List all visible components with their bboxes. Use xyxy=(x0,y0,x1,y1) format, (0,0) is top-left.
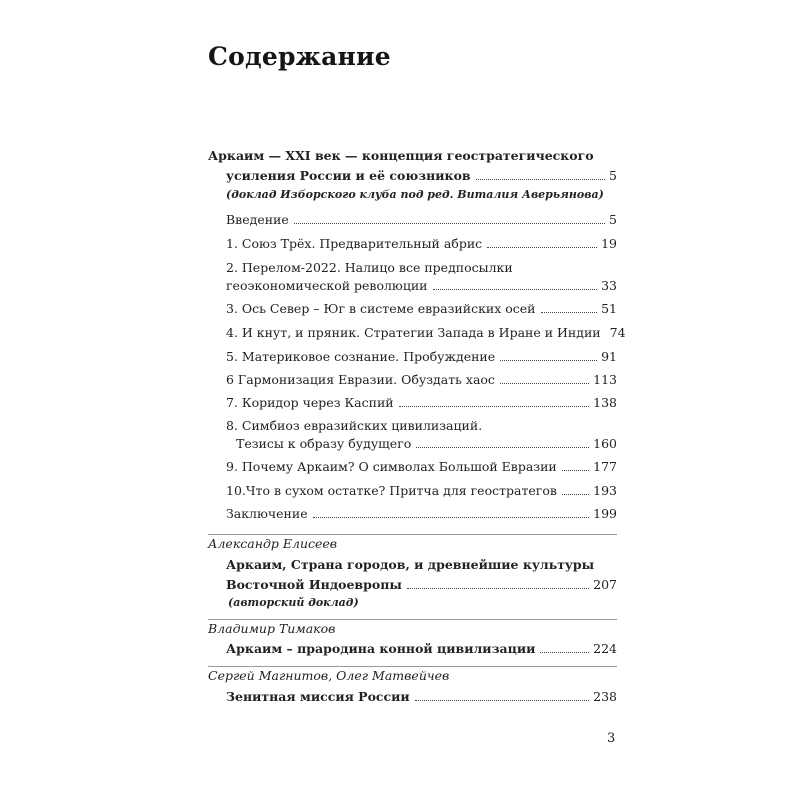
page-title: Содержание xyxy=(208,42,391,71)
toc-page-number: 113 xyxy=(593,372,617,387)
toc-entry-text: 3. Ось Север – Юг в системе евразийских осей xyxy=(226,301,536,316)
dot-leader xyxy=(476,178,605,180)
dot-leader xyxy=(407,587,589,589)
section2-note: (авторский доклад) xyxy=(228,596,359,609)
toc-entry-text: Аркаим — XXI век — концепция геостратегического xyxy=(208,148,594,163)
dot-leader xyxy=(416,446,589,448)
toc-entry xyxy=(226,368,617,388)
toc-entry xyxy=(226,479,617,499)
toc-entry xyxy=(226,208,617,228)
toc-entry-text: Аркаим, Страна городов, и древнейшие культуры xyxy=(226,557,595,572)
toc-page-number: 51 xyxy=(601,301,617,316)
toc-entry-section1-title-line1 xyxy=(208,144,617,164)
toc-page-number: 224 xyxy=(593,641,617,656)
dot-leader xyxy=(433,288,598,290)
toc-entry-text: 8. Симбиоз евразийских цивилизаций. xyxy=(226,418,483,433)
toc-entry-text: Аркаим – прародина конной цивилизации xyxy=(226,641,536,656)
toc-page-number: 177 xyxy=(593,459,617,474)
toc-page-number: 91 xyxy=(601,349,617,364)
section1-note: (доклад Изборского клуба под ред. Виталия Аверьянова) xyxy=(226,188,604,201)
toc-page-number: 5 xyxy=(609,212,617,227)
toc-entry-text: усиления России и её союзников xyxy=(226,168,471,183)
toc-page-number: 207 xyxy=(593,577,617,592)
toc-entry-section2-title-line1 xyxy=(226,553,617,573)
toc-page-number: 238 xyxy=(593,689,617,704)
toc-entry xyxy=(226,274,617,294)
toc-entry xyxy=(226,414,617,434)
toc-page-number: 33 xyxy=(601,278,617,293)
dot-leader xyxy=(500,359,597,361)
toc-entry xyxy=(226,432,617,452)
toc-entry-text: Зенитная миссия России xyxy=(226,689,410,704)
toc-entry-text: 7. Коридор через Каспий xyxy=(226,395,394,410)
toc-entry-text: 1. Союз Трёх. Предварительный абрис xyxy=(226,236,483,251)
section-divider xyxy=(208,534,617,535)
toc-entry-text: Заключение xyxy=(226,506,308,521)
author-name: Сергей Магнитов, Олег Матвейчев xyxy=(208,668,450,683)
section-divider xyxy=(208,619,617,620)
toc-page-number: 199 xyxy=(593,506,617,521)
toc-entry xyxy=(226,321,626,341)
toc-entry-section1-title-line2 xyxy=(226,164,617,184)
toc-entry-text: Тезисы к образу будущего xyxy=(236,436,412,451)
dot-leader xyxy=(415,699,589,701)
toc-entry xyxy=(226,232,617,252)
dot-leader xyxy=(540,651,589,653)
toc-entry-section4-title xyxy=(226,685,617,705)
author-name: Владимир Тимаков xyxy=(208,621,336,636)
toc-entry xyxy=(226,256,617,276)
toc-entry-section3-title xyxy=(226,637,617,657)
toc-page-number: 74 xyxy=(609,325,626,340)
toc-entry-text: 5. Материковое сознание. Пробуждение xyxy=(226,349,496,364)
toc-page-number: 160 xyxy=(593,436,617,451)
page-number: 3 xyxy=(607,731,616,746)
toc-entry xyxy=(226,297,617,317)
dot-leader xyxy=(313,516,590,518)
section-divider xyxy=(208,666,617,667)
toc-entry xyxy=(226,345,617,365)
toc-entry xyxy=(226,502,617,522)
toc-entry-text: 10.Что в сухом остатке? Притча для геостратегов xyxy=(226,483,557,498)
toc-page-number: 19 xyxy=(601,236,617,251)
toc-entry-text: Восточной Индоевропы xyxy=(226,577,402,592)
toc-entry-text: Введение xyxy=(226,212,289,227)
toc-entry-text: 2. Перелом-2022. Налицо все предпосылки xyxy=(226,260,513,275)
toc-entry-section2-title-line2 xyxy=(226,573,617,593)
dot-leader xyxy=(541,311,598,313)
toc-entry xyxy=(226,391,617,411)
dot-leader xyxy=(487,246,597,248)
toc-page-number: 5 xyxy=(609,168,617,183)
toc-entry xyxy=(226,455,617,475)
toc-entry-text: геоэкономической революции xyxy=(226,278,428,293)
dot-leader xyxy=(399,405,590,407)
toc-page-number: 138 xyxy=(593,395,617,410)
dot-leader xyxy=(562,469,589,471)
dot-leader xyxy=(562,493,589,495)
dot-leader xyxy=(500,382,589,384)
toc-page-number: 193 xyxy=(593,483,617,498)
toc-entry-text: 6 Гармонизация Евразии. Обуздать хаос xyxy=(226,372,495,387)
toc-entry-text: 4. И кнут, и пряник. Стратегии Запада в Иране и Индии xyxy=(226,325,601,340)
author-name: Александр Елисеев xyxy=(208,536,338,551)
dot-leader xyxy=(294,222,605,224)
toc-entry-text: 9. Почему Аркаим? О символах Большой Евразии xyxy=(226,459,557,474)
